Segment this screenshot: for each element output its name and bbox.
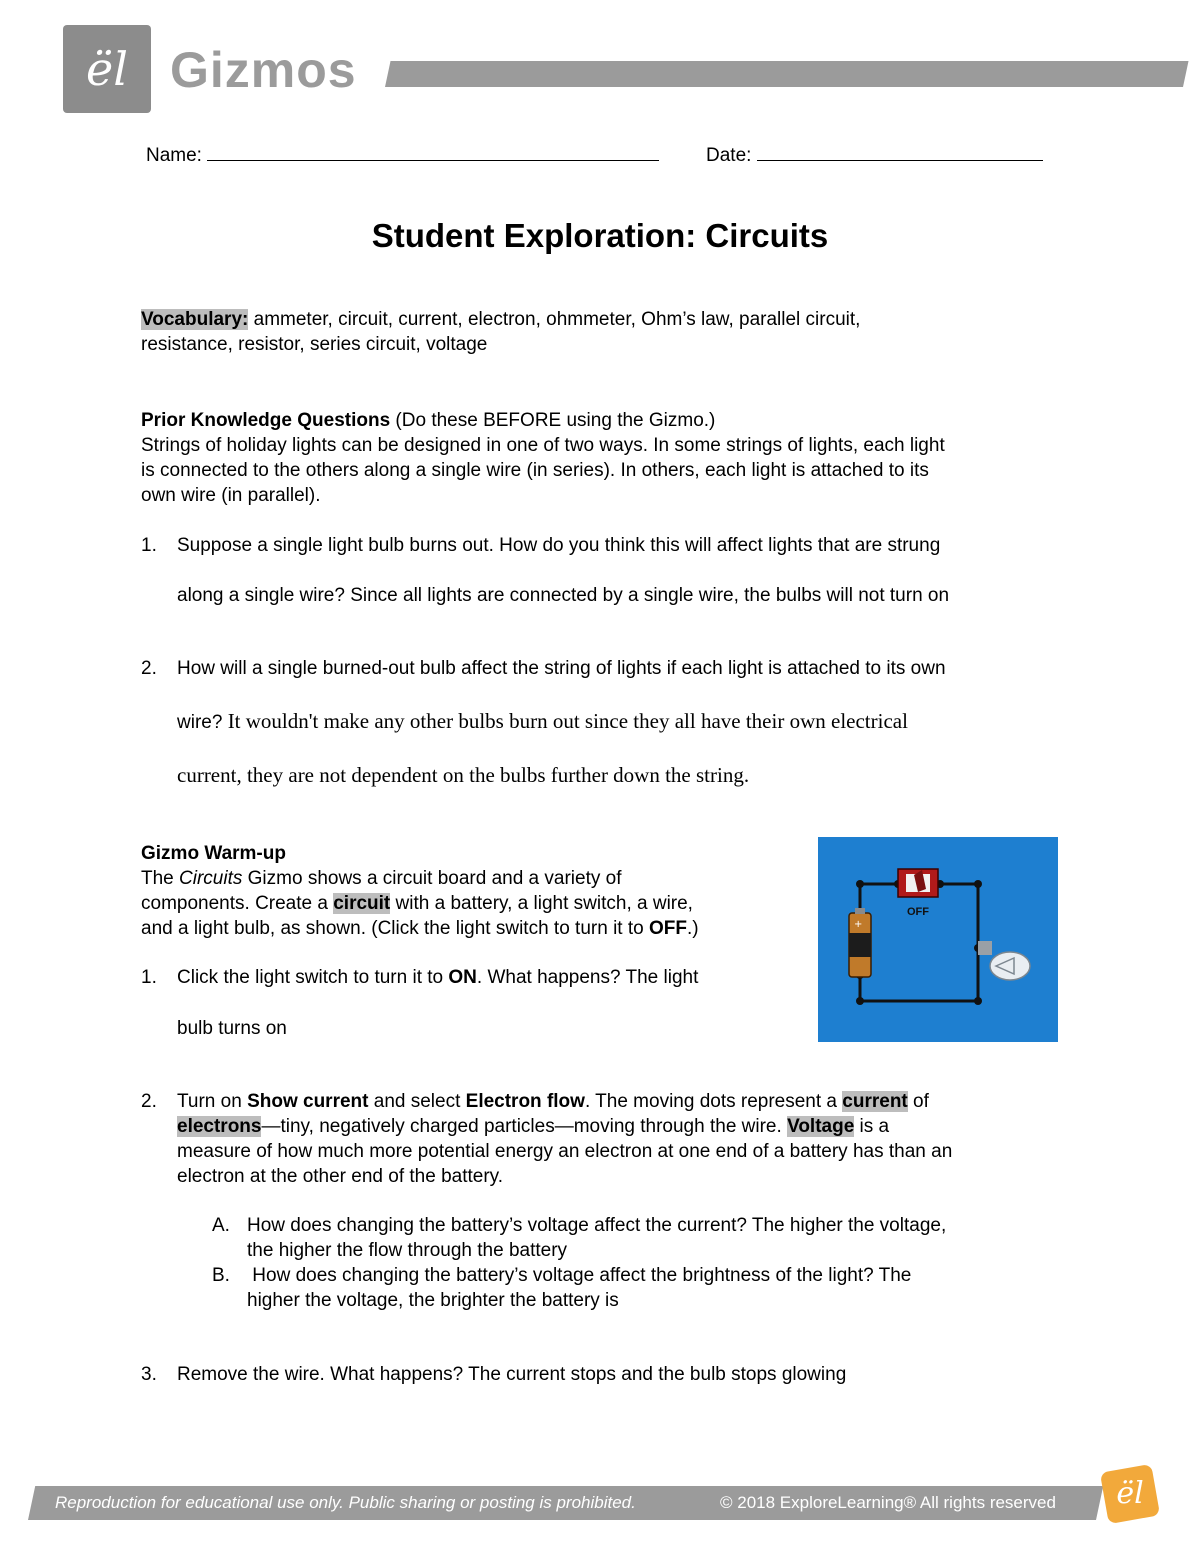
page-title: Student Exploration: Circuits — [371, 217, 829, 254]
footer-logo-mark: ël — [1116, 1476, 1144, 1511]
show-current-term: Show current — [247, 1091, 369, 1112]
question-number: 1. — [141, 967, 157, 988]
brand-name: Gizmos — [170, 42, 357, 98]
vocabulary-line-1: ammeter, circuit, current, electron, ohmmeter, Ohm’s law, parallel circuit, — [248, 309, 861, 330]
question-text: measure of how much more potential energy an electron at one end of a battery has than an — [177, 1141, 953, 1162]
question-text: Suppose a single light bulb burns out. How do you think this will affect lights that are strung — [177, 535, 941, 556]
prior-paragraph-line-3: own wire (in parallel). — [141, 485, 321, 506]
prior-question-2 — [141, 656, 946, 681]
name-field-line[interactable] — [207, 142, 659, 161]
question-text: and select — [368, 1091, 466, 1112]
warmup-question-3 — [141, 1362, 846, 1387]
prior-knowledge-heading: Prior Knowledge Questions — [141, 410, 391, 431]
question-text: Click the light switch to turn it to — [177, 967, 449, 988]
warmup-text: with a battery, a light switch, a wire, — [390, 893, 693, 914]
prior-question-1 — [141, 533, 940, 558]
prior-answer-1: along a single wire? Since all lights are connected by a single wire, the bulbs will not turn on — [177, 585, 950, 606]
question-number: 2. — [141, 1091, 157, 1112]
warmup-question-2 — [141, 1089, 1081, 1189]
explorelearning-footer-logo-icon — [1098, 1462, 1162, 1526]
subquestion-answer: the higher the flow through the battery — [247, 1240, 568, 1261]
question-text: How will a single burned-out bulb affect the string of lights if each light is attached to its own — [177, 658, 946, 679]
warmup-heading: Gizmo Warm-up — [141, 843, 286, 864]
name-label: Name: — [146, 145, 202, 166]
warmup-text: components. Create a — [141, 893, 334, 914]
prior-knowledge-note: (Do these BEFORE using the Gizmo.) — [390, 410, 716, 431]
question-text: is a — [854, 1116, 890, 1137]
vocabulary-block — [141, 307, 1101, 357]
prior-paragraph-line-2: is connected to the others along a single wire (in series). In others, each light is attached to its — [141, 460, 929, 481]
warmup-text: The — [141, 868, 180, 889]
question-text: . What happens? The light — [476, 967, 699, 988]
vocab-term-voltage: Voltage — [787, 1116, 855, 1137]
svg-text:+: + — [854, 919, 863, 930]
warmup-subquestion-a — [212, 1213, 1082, 1263]
question-number: 2. — [141, 658, 157, 679]
subquestion-answer: higher the voltage, the brighter the battery is — [247, 1290, 619, 1311]
question-text: of — [907, 1091, 929, 1112]
date-field-line[interactable] — [757, 142, 1043, 161]
off-term: OFF — [648, 918, 687, 939]
warmup-block — [141, 841, 801, 941]
question-text: Remove the wire. What happens? The current stops and the bulb stops glowing — [177, 1364, 847, 1385]
vocab-term-electrons: electrons — [177, 1116, 262, 1137]
warmup-text: and a light bulb, as shown. (Click the light switch to turn it to — [141, 918, 649, 939]
question-text: Turn on — [177, 1091, 248, 1112]
question-text: electron at the other end of the battery. — [177, 1166, 504, 1187]
question-number: 3. — [141, 1364, 157, 1385]
vocabulary-line-2: resistance, resistor, series circuit, voltage — [141, 334, 488, 355]
circuit-diagram-icon — [818, 837, 1058, 1042]
warmup-text: Gizmo shows a circuit board and a variety of — [242, 868, 622, 889]
question-text: —tiny, negatively charged particles—moving through the wire. — [261, 1116, 788, 1137]
header-bar — [385, 61, 1189, 87]
question-text: . The moving dots represent a — [584, 1091, 843, 1112]
answer-text: It wouldn't make any other bulbs burn out since they all have their own electrical — [227, 709, 908, 733]
warmup-question-1 — [141, 965, 698, 990]
subquestion-text: How does changing the battery’s voltage affect the brightness of the light? The — [247, 1265, 912, 1286]
prior-answer-2-line-2 — [177, 763, 749, 789]
electron-flow-term: Electron flow — [465, 1091, 585, 1112]
prior-answer-2-line-1 — [177, 709, 908, 735]
warmup-answer-1: bulb turns on — [177, 1018, 287, 1039]
answer-text: current, they are not dependent on the bulbs further down the string. — [177, 763, 750, 787]
circuit-figure — [818, 837, 1058, 1042]
date-field-row — [706, 142, 1043, 168]
on-term: ON — [448, 967, 477, 988]
prior-paragraph-line-1: Strings of holiday lights can be designed in one of two ways. In some strings of lights, each light — [141, 435, 945, 456]
warmup-subquestion-b — [212, 1263, 1082, 1313]
date-label: Date: — [706, 145, 752, 166]
question-number: 1. — [141, 535, 157, 556]
vocabulary-label: Vocabulary: — [141, 309, 249, 330]
switch-label: OFF — [907, 906, 929, 918]
vocab-term-current: current — [842, 1091, 908, 1112]
subquestion-label: B. — [212, 1265, 230, 1286]
footer-copyright: © 2018 ExploreLearning® All rights reserved — [720, 1493, 1056, 1512]
gizmo-name: Circuits — [179, 868, 243, 889]
footer-notice: Reproduction for educational use only. Public sharing or posting is prohibited. — [55, 1493, 636, 1512]
question-text-end: wire? — [177, 712, 228, 733]
explorelearning-logo-icon: ël — [86, 42, 128, 96]
warmup-text: .) — [686, 918, 699, 939]
prior-knowledge-block — [141, 408, 1101, 508]
subquestion-label: A. — [212, 1215, 230, 1236]
subquestion-text: How does changing the battery’s voltage affect the current? The higher the voltage, — [247, 1215, 947, 1236]
name-field-row — [146, 142, 659, 168]
vocab-term-circuit: circuit — [333, 893, 391, 914]
